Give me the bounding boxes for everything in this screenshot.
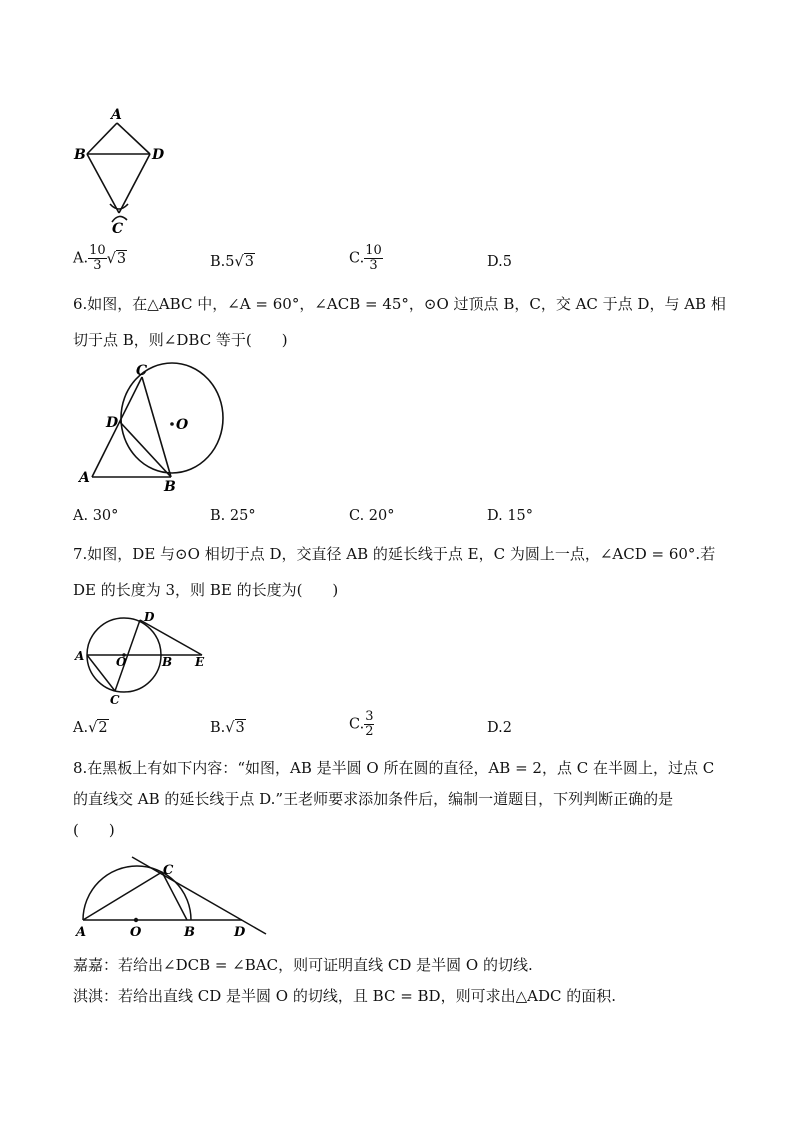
q6-stem-line1: 6.如图，在△ABC 中，∠A = 60°，∠ACB = 45°，⊙O 过顶点 B，C，交 AC 于点 D，与 AB 相 xyxy=(73,295,726,313)
q6-option-a: A. 30° xyxy=(73,508,119,524)
q5-option-a: A. $\frac{10}{3}$ √3 xyxy=(73,243,127,273)
q8-stem-line3: ( ) xyxy=(73,821,115,839)
fig8-label-b: B xyxy=(184,925,195,940)
fig5-label-c: C xyxy=(112,221,124,237)
q5-option-b: B.5√3 xyxy=(210,254,254,270)
q7-option-d: D.2 xyxy=(487,720,512,736)
figure-q6-circle xyxy=(70,360,240,500)
q7-stem-line1: 7.如图，DE 与⊙O 相切于点 D，交直径 AB 的延长线于点 E，C 为圆上一点，∠ACD = 60°.若 xyxy=(73,545,716,563)
fig6-label-a: A xyxy=(79,470,90,486)
q7-option-a: A.√2 xyxy=(73,720,108,736)
fig6-label-o: O xyxy=(176,417,189,433)
fig8-label-o: O xyxy=(130,925,142,940)
figure-q8-semicircle xyxy=(70,852,275,942)
fig7-label-e: E xyxy=(195,655,205,669)
fig6-label-c: C xyxy=(136,363,148,379)
q5-option-c: C. $\frac{10}{3}$ xyxy=(349,243,382,273)
q6-option-d: D. 15° xyxy=(487,508,534,524)
q5-option-d: D.5 xyxy=(487,254,512,270)
fig6-label-b: B xyxy=(164,479,176,495)
q6-option-b: B. 25° xyxy=(210,508,256,524)
fig8-label-d: D xyxy=(234,925,246,940)
figure-q7-circle xyxy=(70,608,215,708)
fig7-label-d: D xyxy=(144,610,155,624)
q6-option-c: C. 20° xyxy=(349,508,395,524)
q8-stem-line1: 8.在黑板上有如下内容：“如图，AB 是半圆 O 所在圆的直径，AB = 2，点 C 在半圆上，过点 C xyxy=(73,759,715,777)
fig7-label-o: O xyxy=(116,655,127,669)
q8-stem-line2: 的直线交 AB 的延长线于点 D.”王老师要求添加条件后，编制一道题目，下列判断正确的是 xyxy=(73,790,674,808)
fig7-label-c: C xyxy=(110,693,120,707)
fig8-label-a: A xyxy=(76,925,87,940)
fig5-label-d: D xyxy=(152,147,165,163)
q7-stem-line2: DE 的长度为 3，则 BE 的长度为( ) xyxy=(73,581,339,599)
q7-option-c: C. $\frac{3}{2}$ xyxy=(349,709,374,739)
q7-option-b: B.√3 xyxy=(210,720,245,736)
fig5-label-b: B xyxy=(74,147,86,163)
fig7-label-b: B xyxy=(162,655,173,669)
fig8-label-c: C xyxy=(163,863,174,878)
q8-statement-qiqi: 淇淇：若给出直线 CD 是半圆 O 的切线，且 BC = BD，则可求出△ADC 的面积. xyxy=(73,987,616,1005)
q6-stem-line2: 切于点 B，则∠DBC 等于( ) xyxy=(73,331,288,349)
fig7-label-a: A xyxy=(75,649,85,663)
figure-q5-kite xyxy=(70,100,180,240)
q8-statement-jiajia: 嘉嘉：若给出∠DCB = ∠BAC，则可证明直线 CD 是半圆 O 的切线. xyxy=(73,956,533,974)
fig6-label-d: D xyxy=(106,415,119,431)
fig5-label-a: A xyxy=(111,107,122,123)
